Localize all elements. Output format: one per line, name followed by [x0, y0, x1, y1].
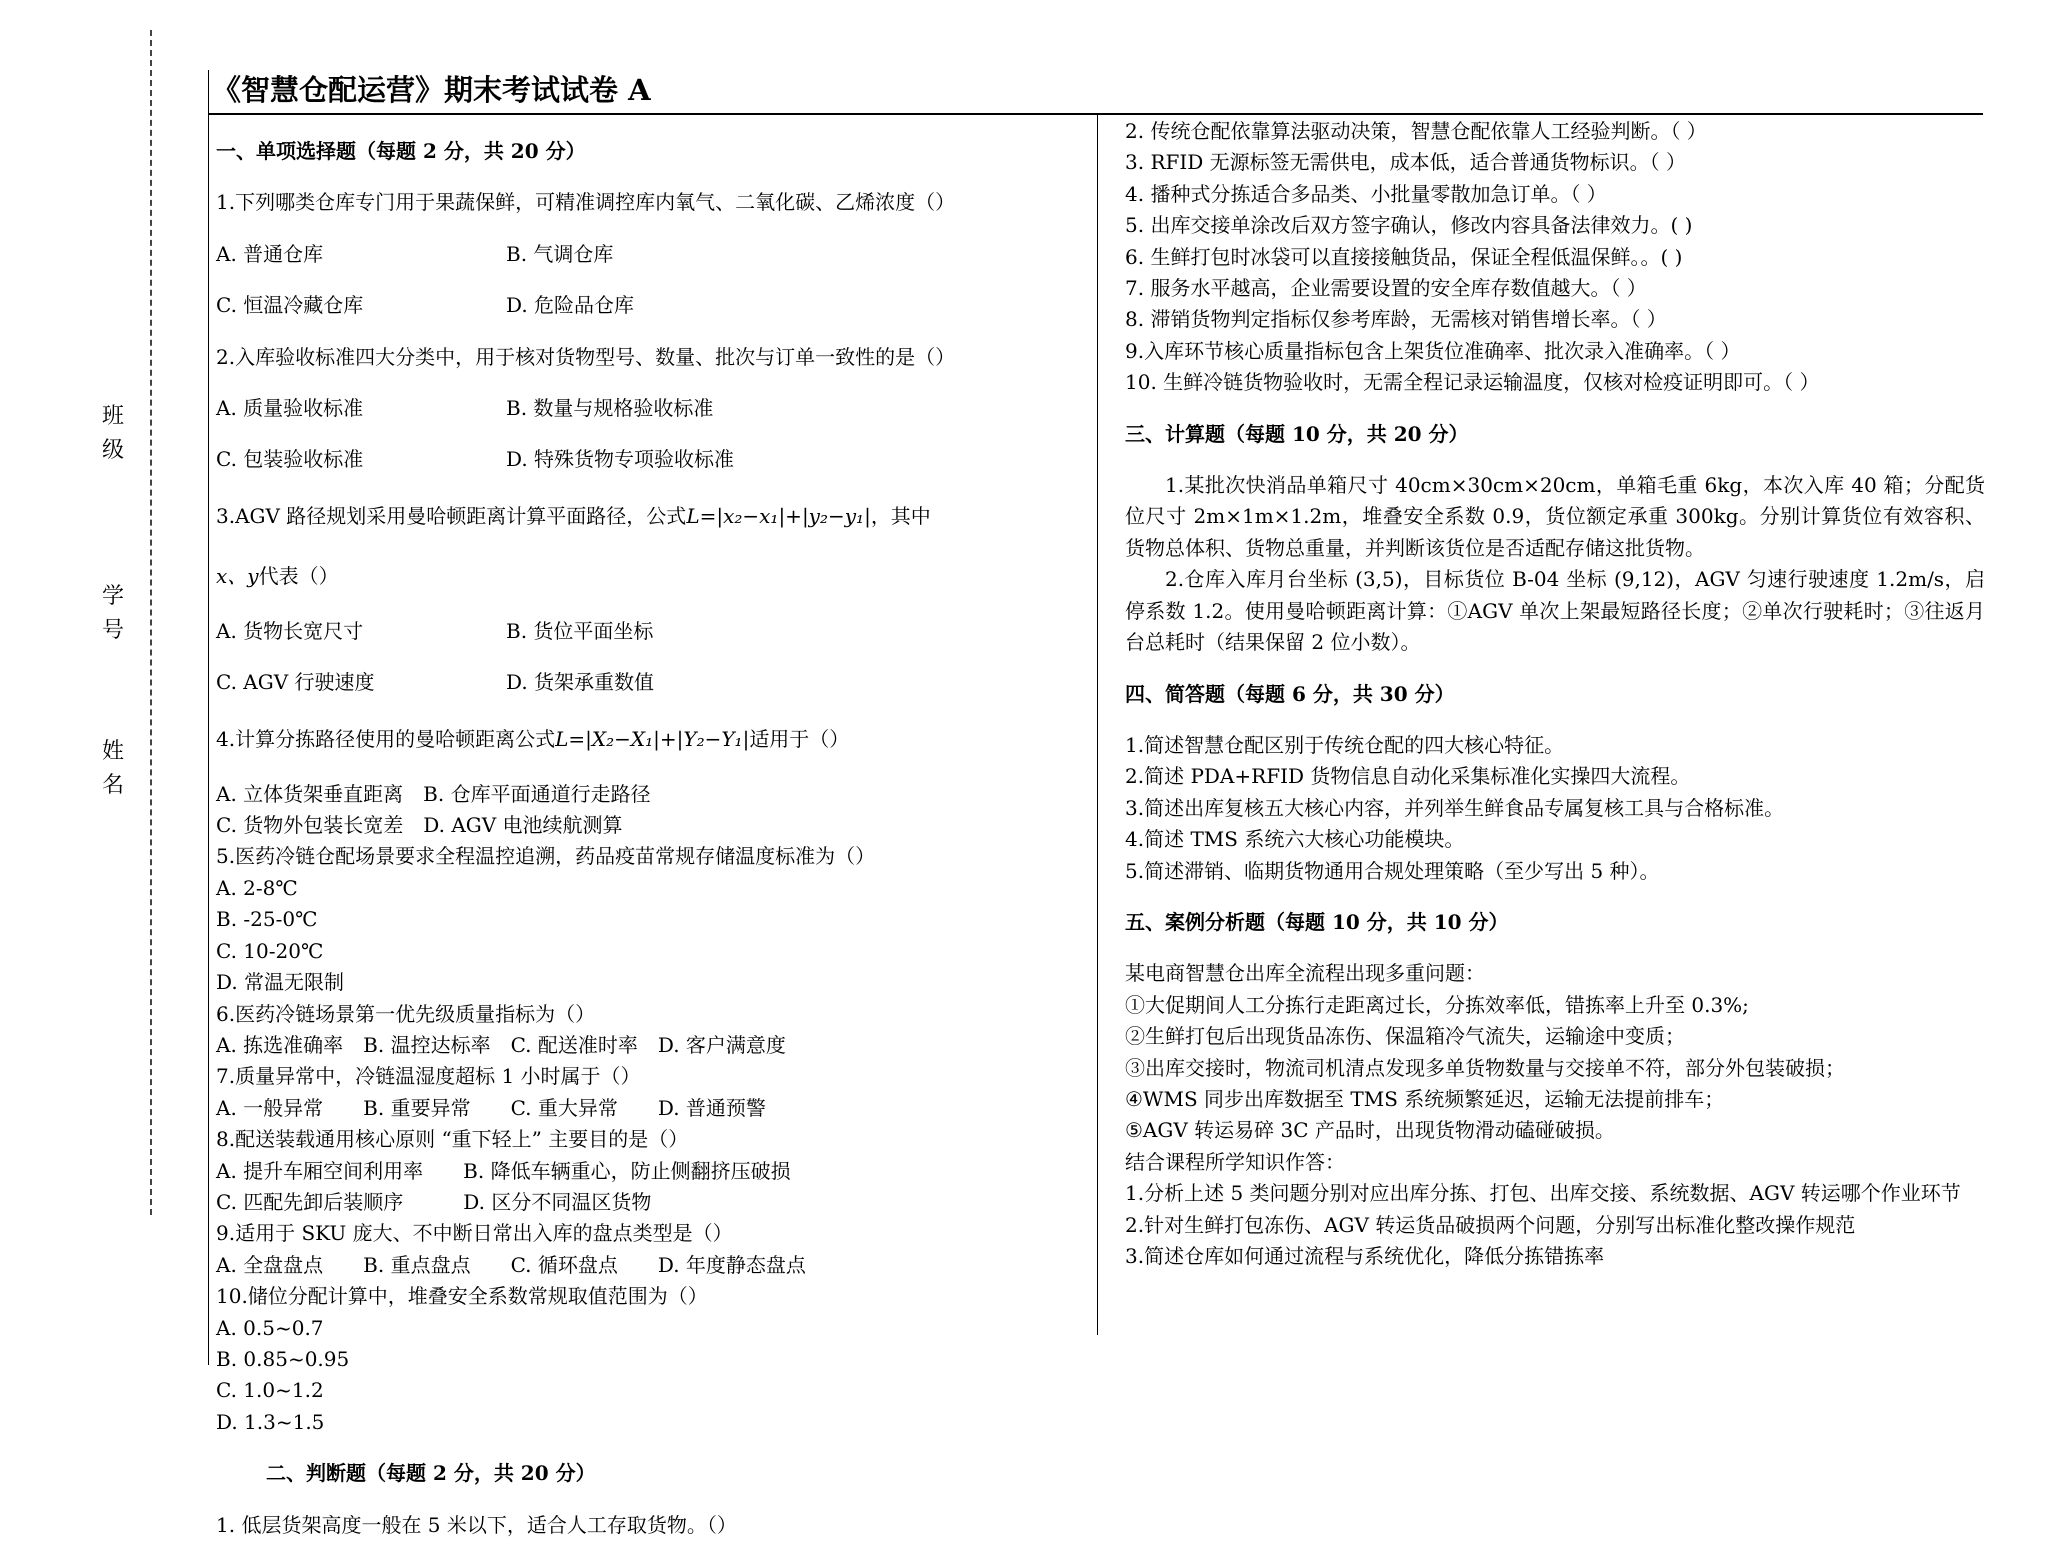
question-4-options-ab: A. 立体货架垂直距离 B. 仓库平面通道行走路径 — [216, 781, 651, 806]
short-answer-1: 1.简述智慧仓配区别于传统仓配的四大核心特征。 — [1125, 732, 1565, 757]
case-problem-5: ⑤AGV 转运易碎 3C 产品时，出现货物滑动磕碰破损。 — [1125, 1118, 1615, 1143]
section-heading-single-choice: 一、单项选择题（每题 2 分，共 20 分） — [216, 139, 586, 163]
option-text: D. 危险品仓库 — [506, 293, 635, 318]
question-1-options-ab — [216, 239, 1086, 270]
question-4-options-cd: C. 货物外包装长宽差 D. AGV 电池续航测算 — [216, 813, 623, 838]
option-text: B. 气调仓库 — [506, 241, 614, 266]
case-task: 结合课程所学知识作答： — [1125, 1149, 1345, 1174]
page-title: 《智慧仓配运营》期末考试试卷 A — [212, 73, 651, 107]
question-3-continued — [216, 556, 1086, 596]
question-10-option-a: A. 0.5~0.7 — [216, 1315, 324, 1340]
case-intro: 某电商智慧仓出库全流程出现多重问题： — [1125, 961, 1485, 986]
option-text: A. 普通仓库 — [216, 241, 324, 266]
section-heading-calculation: 三、计算题（每题 10 分，共 20 分） — [1125, 421, 1469, 446]
manhattan-formula: L=|x₂−x₁|+|y₂−y₁| — [686, 503, 871, 528]
question-5-option-a: A. 2-8℃ — [216, 875, 298, 900]
short-answer-4: 4.简述 TMS 系统六大核心功能模块。 — [1125, 827, 1465, 852]
side-label-name-text — [96, 735, 130, 803]
judgment-7: 7. 服务水平越高，企业需要设置的安全库存数值越大。（ ） — [1125, 276, 1647, 301]
option-text: C. 恒温冷藏仓库 — [216, 293, 364, 318]
question-10-option-c: C. 1.0~1.2 — [216, 1378, 324, 1403]
column-divider — [1097, 113, 1098, 1335]
question-10: 10.储位分配计算中，堆叠安全系数常规取值范围为（） — [216, 1284, 708, 1309]
option-text: A. 货物长宽尺寸 — [216, 618, 364, 643]
side-label-char: 学 — [101, 584, 124, 609]
case-question-2: 2.针对生鲜打包冻伤、AGV 转运货品破损两个问题，分别写出标准化整改操作规范 — [1125, 1212, 1856, 1237]
question-1: 1.下列哪类仓库专门用于果蔬保鲜，可精准调控库内氧气、二氧化碳、乙烯浓度（） — [216, 190, 956, 215]
judgment-1: 1. 低层货架高度一般在 5 米以下，适合人工存取货物。（） — [216, 1512, 737, 1537]
question-5: 5.医药冷链仓配场景要求全程温控追溯，药品疫苗常规存储温度标准为（） — [216, 844, 876, 869]
binding-dashed-line — [150, 30, 152, 1215]
question-5-option-d: D. 常温无限制 — [216, 970, 345, 995]
question-7: 7.质量异常中，冷链温湿度超标 1 小时属于（） — [216, 1064, 641, 1089]
question-5-option-c: C. 10-20℃ — [216, 938, 324, 963]
title-underline — [208, 113, 1983, 115]
question-text: ，其中 — [870, 503, 931, 528]
question-8-options-cd: C. 匹配先卸后装顺序 D. 区分不同温区货物 — [216, 1189, 652, 1214]
section-heading-short-answer: 四、简答题（每题 6 分，共 30 分） — [1125, 681, 1455, 706]
question-8-options-ab: A. 提升车厢空间利用率 B. 降低车辆重心，防止侧翻挤压破损 — [216, 1158, 791, 1183]
side-label-char: 姓 — [101, 739, 124, 764]
case-problem-4: ④WMS 同步出库数据至 TMS 系统频繁延迟，运输无法提前排车； — [1125, 1086, 1725, 1111]
case-question-1: 1.分析上述 5 类问题分别对应出库分拣、打包、出库交接、系统数据、AGV 转运哪个作业环节 — [1125, 1181, 1961, 1206]
question-2-options-ab — [216, 393, 1086, 424]
option-text: D. 货架承重数值 — [506, 670, 655, 695]
judgment-3: 3. RFID 无源标签无需供电，成本低，适合普通货物标识。（ ） — [1125, 150, 1687, 175]
option-text: B. 数量与规格验收标准 — [506, 396, 714, 421]
case-problem-2: ②生鲜打包后出现货品冻伤、保温箱冷气流失，运输途中变质； — [1125, 1024, 1685, 1049]
left-border-rule — [208, 70, 209, 1365]
side-label-char: 名 — [101, 773, 124, 798]
side-label-char: 级 — [101, 438, 124, 463]
judgment-2: 2. 传统仓配依靠算法驱动决策，智慧仓配依靠人工经验判断。（ ） — [1125, 119, 1707, 143]
right-column — [1125, 116, 1985, 1272]
calculation-2: 2.仓库入库月台坐标 (3,5)，目标货位 B-04 坐标 (9,12)，AGV 匀速行驶速度 1.2m/s，启停系数 1.2。使用曼哈顿距离计算：①AGV 单次上架最短路径长度；②单次行驶耗时；③往返月台总耗时（结果保留 2 位小数）。 — [1125, 567, 1985, 655]
side-label-char: 班 — [101, 404, 124, 429]
question-7-options: A. 一般异常 B. 重要异常 C. 重大异常 D. 普通预警 — [216, 1095, 766, 1120]
question-text: 适用于（） — [749, 726, 850, 751]
manhattan-formula: L=|X₂−X₁|+|Y₂−Y₁| — [555, 726, 750, 751]
question-1-options-cd — [216, 290, 1086, 321]
side-label-student-id — [96, 580, 130, 648]
case-problem-1: ①大促期间人工分拣行走距离过长，分拣效率低，错拣率上升至 0.3%; — [1125, 992, 1749, 1017]
section-heading-true-false: 二、判断题（每题 2 分，共 20 分） — [266, 1461, 596, 1486]
question-10-option-b: B. 0.85~0.95 — [216, 1346, 350, 1371]
case-question-3: 3.简述仓库如何通过流程与系统优化，降低分拣错拣率 — [1125, 1244, 1605, 1268]
question-8: 8.配送装载通用核心原则 “重下轻上” 主要目的是（） — [216, 1127, 689, 1152]
question-10-option-d: D. 1.3~1.5 — [216, 1409, 325, 1434]
judgment-9: 9.入库环节核心质量指标包含上架货位准确率、批次录入准确率。（ ） — [1125, 338, 1741, 363]
option-text: B. 货位平面坐标 — [506, 618, 654, 643]
case-problem-3: ③出库交接时，物流司机清点发现多单货物数量与交接单不符，部分外包装破损； — [1125, 1055, 1845, 1080]
side-label-student-id-text — [96, 580, 130, 648]
calculation-1: 1.某批次快消品单箱尺寸 40cm×30cm×20cm，单箱毛重 6kg，本次入库 40 箱；分配货位尺寸 2m×1m×1.2m，堆叠安全系数 0.9，货位额定承重 300kg。分别计算货位有效容积、货物总体积、货物总重量，并判断该货位是否适配存储这批货物。 — [1125, 473, 1985, 560]
question-6: 6.医药冷链场景第一优先级质量指标为（） — [216, 1001, 596, 1026]
short-answer-3: 3.简述出库复核五大核心内容，并列举生鲜食品专属复核工具与合格标准。 — [1125, 795, 1785, 820]
question-9: 9.适用于 SKU 庞大、不中断日常出入库的盘点类型是（） — [216, 1221, 733, 1246]
judgment-6: 6. 生鲜打包时冰袋可以直接接触货品，保证全程低温保鲜。。( ) — [1125, 244, 1683, 269]
short-answer-2: 2.简述 PDA+RFID 货物信息自动化采集标准化实操四大流程。 — [1125, 764, 1691, 789]
question-3 — [216, 496, 1086, 536]
option-text: A. 质量验收标准 — [216, 396, 364, 421]
formula-variables: x、y — [216, 563, 259, 588]
option-text: D. 特殊货物专项验收标准 — [506, 447, 735, 472]
question-2-options-cd — [216, 444, 1086, 475]
option-text: C. 包装验收标准 — [216, 447, 364, 472]
question-text: 4.计算分拣路径使用的曼哈顿距离公式 — [216, 726, 556, 751]
question-6-options: A. 拣选准确率 B. 温控达标率 C. 配送准时率 D. 客户满意度 — [216, 1032, 786, 1057]
question-text: 代表（） — [258, 563, 339, 588]
side-label-class — [96, 400, 130, 468]
question-3-options-cd — [216, 667, 1086, 698]
section-heading-case-analysis: 五、案例分析题（每题 10 分，共 10 分） — [1125, 909, 1509, 934]
short-answer-5: 5.简述滞销、临期货物通用合规处理策略（至少写出 5 种）。 — [1125, 858, 1660, 883]
question-9-options: A. 全盘盘点 B. 重点盘点 C. 循环盘点 D. 年度静态盘点 — [216, 1252, 806, 1277]
question-5-option-b: B. -25-0℃ — [216, 907, 318, 932]
question-2: 2.入库验收标准四大分类中，用于核对货物型号、数量、批次与订单一致性的是（） — [216, 344, 956, 369]
question-4 — [216, 719, 1086, 759]
judgment-10: 10. 生鲜冷链货物验收时，无需全程记录运输温度，仅核对检疫证明即可。（ ） — [1125, 370, 1820, 395]
option-text: C. AGV 行驶速度 — [216, 670, 375, 695]
judgment-4: 4. 播种式分拣适合多品类、小批量零散加急订单。（ ） — [1125, 181, 1607, 206]
side-label-char: 号 — [101, 618, 124, 643]
side-label-class-text — [96, 400, 130, 468]
question-text: 3.AGV 路径规划采用曼哈顿距离计算平面路径，公式 — [216, 503, 687, 528]
left-column — [216, 116, 1086, 1541]
side-label-name — [96, 735, 130, 803]
question-3-options-ab — [216, 616, 1086, 647]
judgment-8: 8. 滞销货物判定指标仅参考库龄，无需核对销售增长率。（ ） — [1125, 307, 1667, 332]
judgment-5: 5. 出库交接单涂改后双方签字确认，修改内容具备法律效力。( ) — [1125, 213, 1693, 238]
